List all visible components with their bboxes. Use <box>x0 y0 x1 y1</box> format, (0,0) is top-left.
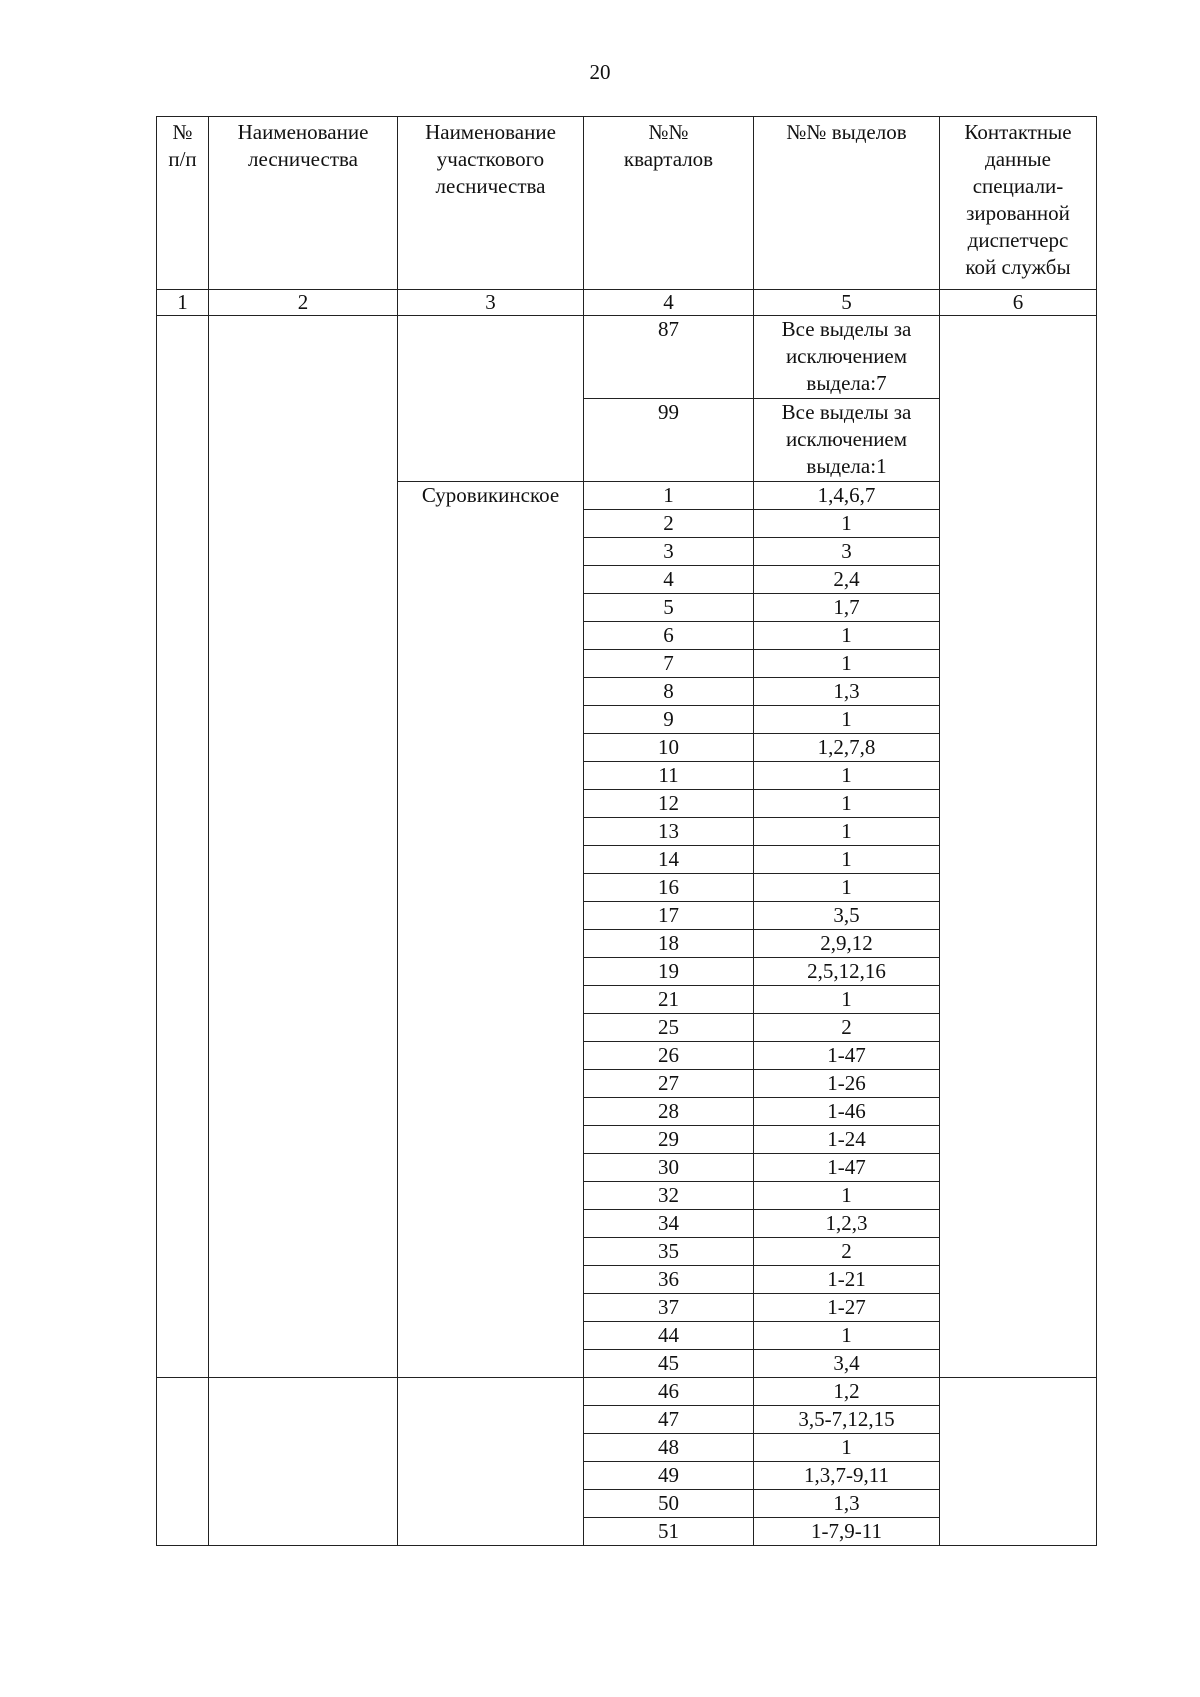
allotment-cell: 1,3 <box>754 1490 940 1518</box>
header-allotments-line1: №№ выделов <box>786 120 907 144</box>
quarter-cell: 13 <box>584 818 754 846</box>
allotment-cell: 1 <box>754 846 940 874</box>
quarter-cell: 36 <box>584 1266 754 1294</box>
allotment-line: выдела:1 <box>806 454 887 478</box>
allotment-cell: 1 <box>754 874 940 902</box>
header-contacts-line5: диспетчерс <box>967 228 1069 252</box>
allotment-cell: 2,9,12 <box>754 930 940 958</box>
quarter-cell: 26 <box>584 1042 754 1070</box>
column-number: 3 <box>398 290 584 316</box>
quarter-cell: 14 <box>584 846 754 874</box>
allotment-cell: 1,2,7,8 <box>754 734 940 762</box>
column-number: 1 <box>157 290 209 316</box>
quarter-cell: 47 <box>584 1406 754 1434</box>
quarter-row <box>157 316 1097 399</box>
header-allotments <box>754 117 940 290</box>
allotment-cell: 2,4 <box>754 566 940 594</box>
header-quarters-line1: №№ <box>648 120 689 144</box>
allotment-cell: 1-24 <box>754 1126 940 1154</box>
quarter-cell: 28 <box>584 1098 754 1126</box>
contacts-cell <box>940 1378 1097 1546</box>
quarter-cell: 6 <box>584 622 754 650</box>
quarter-cell: 17 <box>584 902 754 930</box>
allotment-cell: 1 <box>754 818 940 846</box>
allotment-cell: 2,5,12,16 <box>754 958 940 986</box>
allotment-line: исключением <box>785 427 908 451</box>
quarter-cell: 10 <box>584 734 754 762</box>
allotment-cell: 1-46 <box>754 1098 940 1126</box>
quarter-cell: 49 <box>584 1462 754 1490</box>
quarter-cell: 37 <box>584 1294 754 1322</box>
allotment-cell: 1 <box>754 762 940 790</box>
allotment-cell <box>754 399 940 482</box>
allotment-cell: 1,3 <box>754 678 940 706</box>
number-cell <box>157 1378 209 1546</box>
quarter-cell: 9 <box>584 706 754 734</box>
contacts-cell <box>940 316 1097 1378</box>
quarter-cell: 50 <box>584 1490 754 1518</box>
quarter-cell: 45 <box>584 1350 754 1378</box>
district-name: Суровикинское <box>398 482 584 1378</box>
column-number: 2 <box>209 290 398 316</box>
quarter-row <box>157 1378 1097 1406</box>
quarter-cell: 1 <box>584 482 754 510</box>
quarter-cell: 4 <box>584 566 754 594</box>
number-cell <box>157 316 209 1378</box>
header-district-forestry <box>398 117 584 290</box>
quarter-cell: 8 <box>584 678 754 706</box>
header-district-line3: лесничества <box>435 174 546 198</box>
header-contacts-line2: данные <box>985 147 1051 171</box>
forestry-cell <box>209 1378 398 1546</box>
quarter-cell: 16 <box>584 874 754 902</box>
quarter-cell: 46 <box>584 1378 754 1406</box>
quarter-cell: 51 <box>584 1518 754 1546</box>
header-contacts-line1: Контактные <box>964 120 1072 144</box>
header-forestry-line2: лесничества <box>248 147 358 171</box>
allotment-cell: 1-47 <box>754 1154 940 1182</box>
quarter-cell: 18 <box>584 930 754 958</box>
column-number: 5 <box>754 290 940 316</box>
quarter-cell: 27 <box>584 1070 754 1098</box>
column-number-row <box>157 290 1097 316</box>
header-row <box>157 117 1097 290</box>
district-cell <box>398 1378 584 1546</box>
quarter-cell: 30 <box>584 1154 754 1182</box>
quarter-cell: 12 <box>584 790 754 818</box>
quarter-cell: 99 <box>584 399 754 482</box>
header-district-line1: Наименование <box>425 120 556 144</box>
allotment-cell: 1 <box>754 790 940 818</box>
quarter-cell: 2 <box>584 510 754 538</box>
quarter-cell: 34 <box>584 1210 754 1238</box>
allotment-cell: 1 <box>754 1322 940 1350</box>
allotment-cell: 1,4,6,7 <box>754 482 940 510</box>
quarter-cell: 25 <box>584 1014 754 1042</box>
allotment-cell: 1-27 <box>754 1294 940 1322</box>
allotment-cell: 1 <box>754 1182 940 1210</box>
allotment-cell: 1 <box>754 622 940 650</box>
allotment-cell: 1-47 <box>754 1042 940 1070</box>
allotment-line: Все выделы за <box>781 317 912 341</box>
quarter-cell: 48 <box>584 1434 754 1462</box>
quarter-cell: 19 <box>584 958 754 986</box>
quarter-cell: 35 <box>584 1238 754 1266</box>
forest-quarters-table <box>156 116 1097 1546</box>
allotment-cell: 1-21 <box>754 1266 940 1294</box>
header-contacts-line4: зированной <box>966 201 1070 225</box>
allotment-cell: 1 <box>754 650 940 678</box>
header-number <box>157 117 209 290</box>
page-number: 20 <box>589 60 611 84</box>
allotment-cell: 2 <box>754 1238 940 1266</box>
allotment-cell: 1 <box>754 1434 940 1462</box>
quarter-cell: 87 <box>584 316 754 399</box>
allotment-cell: 1,2 <box>754 1378 940 1406</box>
header-forestry-line1: Наименование <box>237 120 369 144</box>
allotment-line: выдела:7 <box>806 371 887 395</box>
header-contacts-line3: специали- <box>972 174 1064 198</box>
allotment-cell: 3,4 <box>754 1350 940 1378</box>
quarter-cell: 32 <box>584 1182 754 1210</box>
forestry-cell <box>209 316 398 1378</box>
quarter-cell: 5 <box>584 594 754 622</box>
allotment-cell: 1 <box>754 510 940 538</box>
header-contacts-line6: кой службы <box>965 255 1071 279</box>
column-number: 6 <box>940 290 1097 316</box>
allotment-cell: 3 <box>754 538 940 566</box>
header-quarters <box>584 117 754 290</box>
column-number: 4 <box>584 290 754 316</box>
allotment-cell: 1-7,9-11 <box>754 1518 940 1546</box>
allotment-cell: 2 <box>754 1014 940 1042</box>
district-cell-empty <box>398 316 584 482</box>
allotment-cell: 1 <box>754 706 940 734</box>
header-district-line2: участкового <box>436 147 545 171</box>
quarter-cell: 29 <box>584 1126 754 1154</box>
header-quarters-line2: кварталов <box>623 147 714 171</box>
header-number-line1: № <box>172 120 193 144</box>
allotment-line: Все выделы за <box>781 400 912 424</box>
allotment-cell: 3,5 <box>754 902 940 930</box>
header-number-line2: п/п <box>168 147 197 171</box>
allotment-cell: 1 <box>754 986 940 1014</box>
allotment-cell: 3,5-7,12,15 <box>754 1406 940 1434</box>
header-contacts <box>940 117 1097 290</box>
quarter-cell: 44 <box>584 1322 754 1350</box>
allotment-cell: 1,7 <box>754 594 940 622</box>
allotment-line: исключением <box>785 344 908 368</box>
quarter-cell: 7 <box>584 650 754 678</box>
allotment-cell: 1,3,7-9,11 <box>754 1462 940 1490</box>
allotment-cell: 1,2,3 <box>754 1210 940 1238</box>
quarter-cell: 3 <box>584 538 754 566</box>
header-forestry <box>209 117 398 290</box>
quarter-cell: 11 <box>584 762 754 790</box>
quarter-cell: 21 <box>584 986 754 1014</box>
allotment-cell <box>754 316 940 399</box>
allotment-cell: 1-26 <box>754 1070 940 1098</box>
